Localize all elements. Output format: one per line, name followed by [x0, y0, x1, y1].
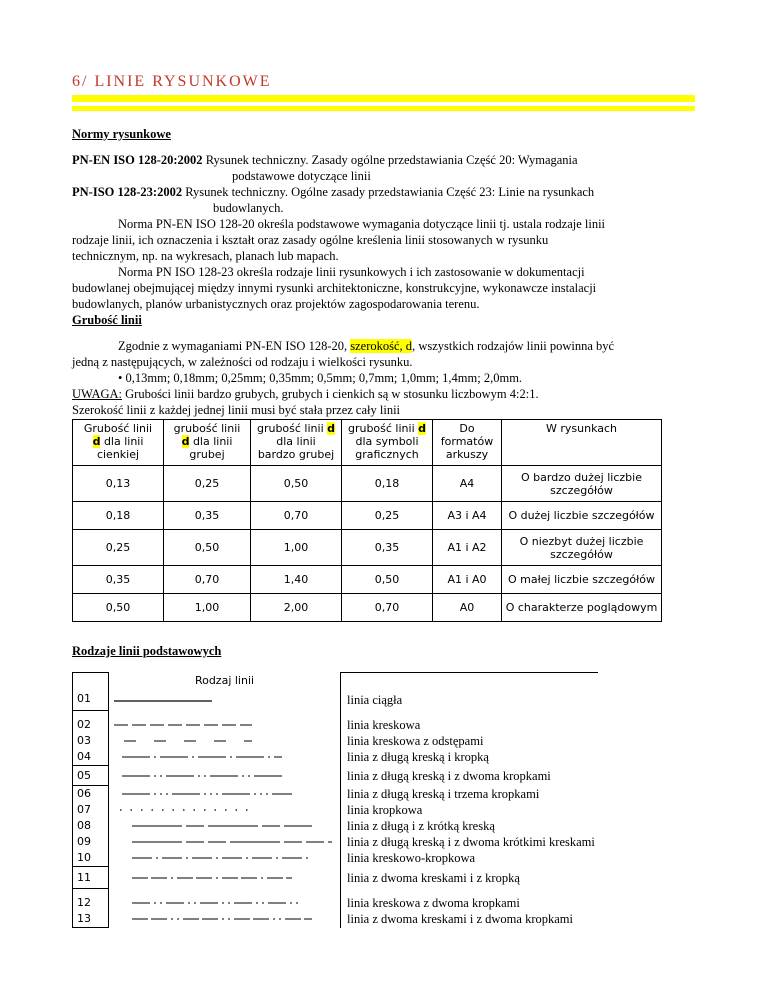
thickness-table [72, 419, 662, 622]
header-text: grubość linii [256, 422, 324, 435]
line-description: linia z długą kreską i z dwoma kropkami [347, 768, 551, 783]
header-text: arkuszy [445, 448, 489, 461]
note [72, 386, 539, 402]
row-number: 07 [73, 802, 109, 818]
highlight-bar [72, 106, 695, 111]
section-title-norms: Normy rysunkowe [72, 127, 171, 141]
section-title-line-types: Rodzaje linii podstawowych [72, 644, 222, 658]
table-row [73, 818, 598, 834]
col-header-symbols [342, 420, 433, 466]
thickness-line-1 [118, 338, 614, 354]
row-number: 06 [73, 786, 109, 803]
cell: A0 [433, 594, 502, 622]
table-row [73, 867, 598, 889]
header-text: grubość linii [173, 422, 241, 435]
table-header-row [73, 420, 662, 466]
header-text: dla linii [276, 435, 316, 448]
norm-2 [72, 184, 696, 200]
cell: 0,70 [251, 502, 342, 530]
line-description: linia kreskowa z dwoma kropkami [347, 896, 520, 910]
cell: 2,00 [251, 594, 342, 622]
cell: 0,50 [164, 530, 251, 566]
col-header-thin [73, 420, 164, 466]
line-sample-dashed-spaced [109, 733, 341, 749]
line-sample-dash-dot-repeat [109, 850, 341, 867]
cell: 1,00 [164, 594, 251, 622]
row-number: 02 [73, 717, 109, 733]
header-d: d [418, 422, 427, 435]
norm-1-text: Rysunek techniczny. Zasady ogólne przedstawiania Część 20: Wymagania [205, 153, 578, 167]
cell-usage: O charakterze poglądowym [502, 594, 662, 622]
line-description: linia z długą i z krótką kreską [347, 819, 495, 833]
paragraph-line: Norma PN ISO 128-23 określa rodzaje linii rysunkowych i ich zastosowanie w dokumentacji [118, 265, 585, 279]
header-text: grubość linii [347, 422, 415, 435]
line-description: linia z długą kreską i trzema kropkami [347, 786, 540, 801]
cell: A3 i A4 [433, 502, 502, 530]
line-sample-long-two-short [109, 834, 341, 850]
row-number: 11 [73, 867, 109, 889]
cell: 0,70 [164, 566, 251, 594]
col-header-format [433, 420, 502, 466]
norm-2-text: Rysunek techniczny. Ogólne zasady przedstawiania Część 23: Linie na rysunkach [185, 185, 595, 199]
cell-usage: O małej liczbie szczegółów [502, 566, 662, 594]
line-sample-long-short [109, 818, 341, 834]
cell: 0,50 [342, 566, 433, 594]
cell: 0,18 [73, 502, 164, 530]
cell: 0,25 [342, 502, 433, 530]
cell: 0,25 [73, 530, 164, 566]
norm-2-code: PN-ISO 128-23:2002 [72, 185, 183, 199]
line-sample-dash-two-dots [109, 895, 341, 911]
header-text: graficznych [355, 448, 419, 461]
line-description: linia ciągła [347, 692, 403, 707]
table-row [73, 911, 598, 928]
thickness-line-2: jedną z następujących, w zależności od rodzaju i wielkości rysunku. [72, 355, 413, 369]
line-sample-dash-dot [109, 749, 341, 766]
cell: 0,35 [73, 566, 164, 594]
col-header-line-type: Rodzaj linii [109, 673, 341, 689]
cell: 0,70 [342, 594, 433, 622]
table-row [73, 786, 598, 803]
line-description: linia kreskowa [347, 718, 421, 732]
table-row [73, 530, 662, 566]
col-header-usage [502, 420, 662, 466]
line-description: linia kreskowo-kropkowa [347, 851, 476, 866]
header-text: grubej [189, 448, 225, 461]
line-description: linia kreskowa z odstępami [347, 734, 484, 748]
paragraph-line: rodzaje linii, ich oznaczenia i kształt oraz zasady ogólne kreślenia linii stosowanych w rysunku [72, 233, 549, 247]
note-text: Grubości linii bardzo grubych, grubych i cienkich są w stosunku liczbowym 4:2:1. [125, 387, 539, 401]
row-number: 03 [73, 733, 109, 749]
header-text: dla symboli [355, 435, 419, 448]
line-sample-dashed [109, 717, 341, 733]
header-text: cienkiej [96, 448, 140, 461]
line-sample-dash-dot-dot [109, 766, 341, 786]
col-header-thick [164, 420, 251, 466]
line-sample-two-dash-two-dots [109, 911, 341, 928]
header-text: W rysunkach [545, 422, 618, 435]
cell: A1 i A0 [433, 566, 502, 594]
usage-text: szczegółów [550, 547, 613, 561]
table-row [73, 502, 662, 530]
line-description: linia z dwoma kreskami i z kropką [347, 870, 520, 885]
norm-1 [72, 152, 696, 168]
col-header-very-thick [251, 420, 342, 466]
line-description: linia kropkowa [347, 803, 423, 817]
section-title-thickness: Grubość linii [72, 313, 142, 327]
table-row [73, 834, 598, 850]
usage-text: O niezbyt dużej liczbie [519, 534, 644, 548]
header-text: dla linii [103, 435, 144, 448]
table-row [73, 594, 662, 622]
usage-text: O bardzo dużej liczbie [521, 470, 642, 484]
table-row [73, 466, 662, 502]
thickness-line-5: Szerokość linii z każdej jednej linii musi być stała przez cały linii [72, 403, 401, 417]
usage-text: szczegółów [550, 483, 613, 497]
row-number: 10 [73, 850, 109, 867]
highlight-bar [72, 95, 695, 102]
header-text: formatów [440, 435, 494, 448]
table-row [73, 850, 598, 867]
row-number: 12 [73, 895, 109, 911]
line-sample-two-dash-dot [109, 867, 341, 889]
header-d: d [181, 435, 190, 448]
paragraph-line: Norma PN-EN ISO 128-20 określa podstawowe wymagania dotyczące linii tj. ustala rodzaje linii [118, 217, 606, 231]
table-header-row [73, 673, 598, 689]
chapter-title: 6/ LINIE RYSUNKOWE [72, 73, 272, 90]
line-sample-dotted [109, 802, 341, 818]
line-sample-dash-three-dots [109, 786, 341, 803]
thickness-text: , wszystkich rodzajów linii powinna być [412, 339, 615, 353]
line-types-table [72, 672, 598, 928]
cell: 0,35 [164, 502, 251, 530]
thickness-text: Zgodnie z wymaganiami PN-EN ISO 128-20, [118, 339, 348, 353]
highlighted-term: szerokość, d [350, 339, 413, 353]
norm-2-text-cont: budowlanych. [213, 201, 284, 215]
paragraph-line: budowlanej obejmującej między innymi rysunki architektoniczne, konstrukcyjne, wykonawcze instalacji [72, 281, 597, 295]
num-cell [73, 673, 109, 689]
cell: 0,35 [342, 530, 433, 566]
table-row [73, 749, 598, 766]
table-row [73, 689, 598, 711]
header-text: dla linii [192, 435, 233, 448]
row-number: 13 [73, 911, 109, 928]
row-number: 01 [73, 689, 109, 711]
cell-usage [502, 530, 662, 566]
cell-usage [502, 466, 662, 502]
cell: 0,50 [251, 466, 342, 502]
norm-1-code: PN-EN ISO 128-20:2002 [72, 153, 203, 167]
cell-usage: O dużej liczbie szczegółów [502, 502, 662, 530]
table-row [73, 566, 662, 594]
row-number: 05 [73, 766, 109, 786]
cell: A1 i A2 [433, 530, 502, 566]
cell: A4 [433, 466, 502, 502]
header-text: bardzo grubej [257, 448, 335, 461]
table-row [73, 895, 598, 911]
header-text: Grubość linii [83, 422, 153, 435]
cell: 0,18 [342, 466, 433, 502]
row-number: 09 [73, 834, 109, 850]
line-description: linia z dwoma kreskami i z dwoma kropkami [347, 912, 573, 927]
paragraph-line: budowlanych, planów urbanistycznych oraz projektów zagospodarowania terenu. [72, 297, 480, 311]
cell: 1,00 [251, 530, 342, 566]
paragraph-line: technicznym, np. na wykresach, planach lub mapach. [72, 249, 339, 263]
note-label: UWAGA: [72, 387, 122, 401]
thickness-values: • 0,13mm; 0,18mm; 0,25mm; 0,35mm; 0,5mm; 0,7mm; 1,0mm; 1,4mm; 2,0mm. [118, 371, 523, 385]
desc-cell [341, 673, 598, 689]
line-description: linia z długą kreską i z dwoma krótkimi kreskami [347, 835, 595, 849]
cell: 0,13 [73, 466, 164, 502]
line-sample-continuous [109, 689, 341, 711]
table-row [73, 717, 598, 733]
cell: 1,40 [251, 566, 342, 594]
table-row [73, 733, 598, 749]
norm-1-text-cont: podstawowe dotyczące linii [232, 169, 371, 183]
header-text: Do [459, 422, 475, 435]
cell: 0,25 [164, 466, 251, 502]
cell: 0,50 [73, 594, 164, 622]
table-row [73, 802, 598, 818]
header-d: d [327, 422, 336, 435]
line-description: linia z długą kreską i kropką [347, 750, 489, 765]
header-d: d [92, 435, 101, 448]
row-number: 08 [73, 818, 109, 834]
table-row [73, 766, 598, 786]
row-number: 04 [73, 749, 109, 766]
